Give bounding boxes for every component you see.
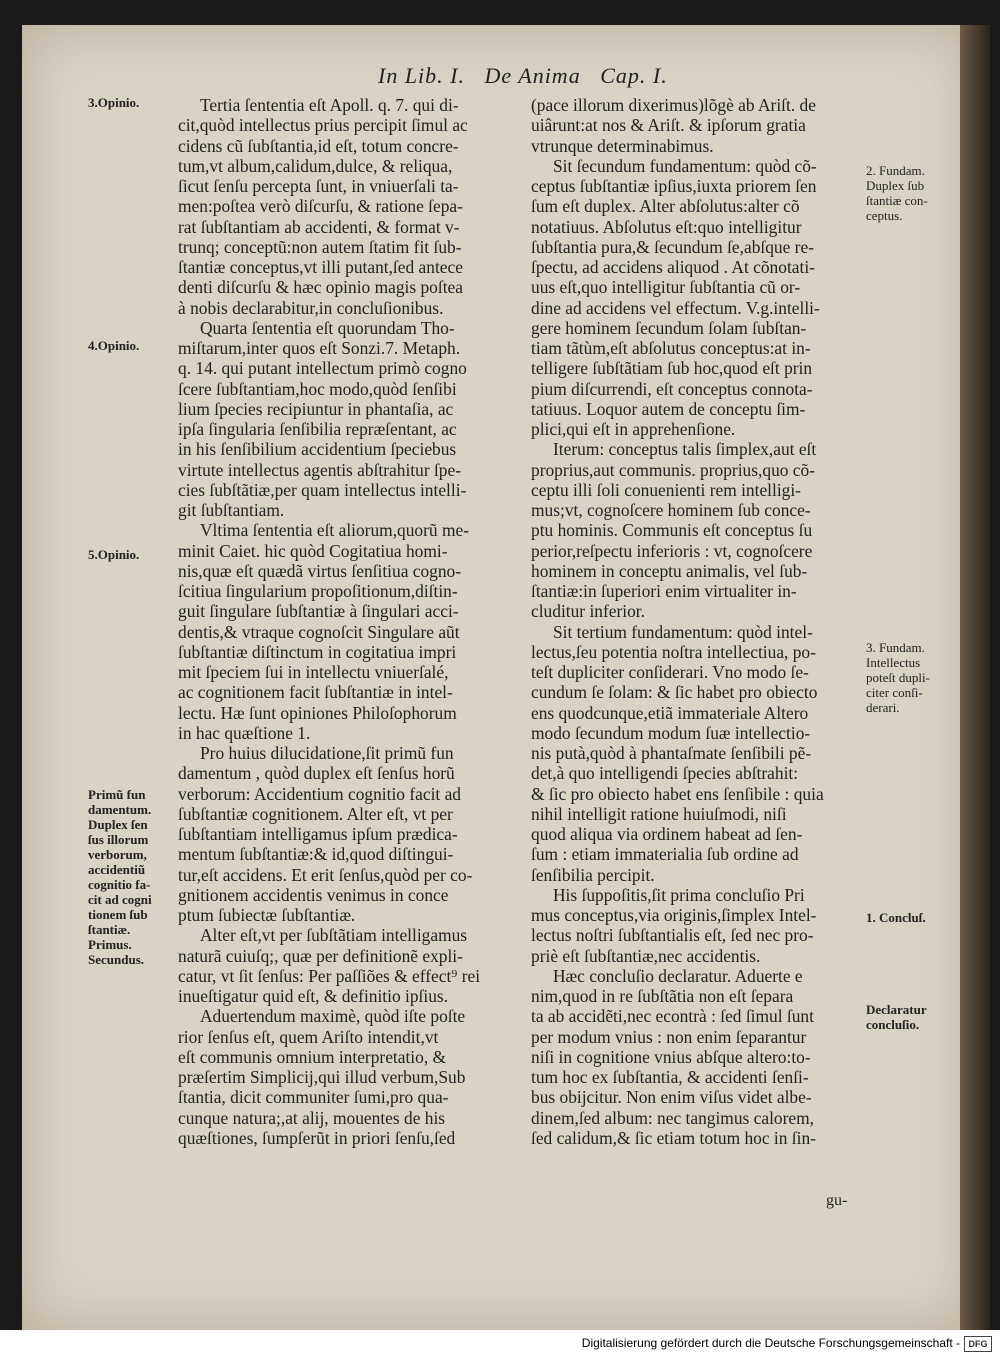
margin-note-line: ſtantiæ con- [866, 193, 928, 208]
text-line: cundum ſe ſolam: & ſic habet pro obiecto [531, 682, 818, 703]
margin-note-opinio-4: 4.Opinio. [88, 338, 140, 353]
margin-note-line: ceptus. [866, 208, 903, 223]
margin-note-line: Primũ fun [88, 787, 146, 802]
text-line: ſtantiæ conceptus,vt illi putant,ſed antece [178, 257, 463, 277]
text-line: tur,eſt accidens. Et erit ſenſus,quòd per co- [178, 864, 473, 885]
text-line: ſicut ſenſu percepta ſunt, in vniuerſali ta- [178, 176, 459, 196]
margin-note-fundamentum-3 [866, 640, 930, 715]
margin-note-line: Secundus. [88, 952, 144, 967]
text-line: lectus,ſeu potentia noſtra intellectiua, po- [531, 641, 816, 662]
left-text-column [178, 95, 513, 1148]
catchword: gu- [826, 1192, 848, 1209]
text-line: det,à quo intelligendi ſpecies abſtrahit: [531, 763, 799, 784]
text-line: tum,vt album,calidum,dulce, & reliqua, [178, 155, 453, 176]
text-line: quæſtiones, ſumpſerũt in priori ſenſu,ſed [178, 1127, 456, 1148]
text-line: q. 14. qui putant intellectum primò cogno [178, 358, 467, 379]
text-line: modo ſecundum modum ſuæ intellectio- [531, 722, 811, 743]
text-line: nihil intelligit ratione huiuſmodi, niſi [531, 803, 787, 824]
margin-note-declaratur [866, 1002, 927, 1032]
text-line: mit ſpeciem ſui in intellectu vniuerſalé, [178, 662, 449, 682]
text-line: tiam tãtùm,eſt abſolutus conceptus:at in- [531, 338, 811, 358]
text-line: Sit tertium fundamentum: quòd intel- [553, 621, 813, 642]
text-line: ptum ſubiectæ ſubſtantiæ. [178, 905, 356, 925]
text-line: ac cognitionem facit ſubſtantiæ in intel- [178, 682, 453, 703]
text-line: dine ad accidens vel effectum. V.g.intelli- [531, 297, 820, 318]
text-line: naturã cuiuſq;, quæ per definitionẽ expli- [178, 945, 463, 966]
text-line: vtrunque determinabimus. [531, 135, 714, 156]
footer-bar [0, 1330, 1000, 1358]
text-line: cit,quòd intellectus prius percipit ſimul ac [178, 115, 468, 136]
text-line: lectus noſtri ſubſtantialis eſt, ſed nec pro- [531, 925, 814, 946]
text-line: mentum ſubſtantiæ:& id,quod diſtingui- [178, 844, 454, 865]
text-line: rat ſubſtantiam ab accidenti, & format v- [178, 216, 460, 237]
text-line: ſed calidum,& ſic etiam totum hoc in ſin- [531, 1127, 816, 1148]
text-line: Sit ſecundum fundamentum: quòd cõ- [553, 155, 817, 176]
text-line: proprius,aut communis. proprius,quo cõ- [531, 459, 816, 480]
text-line: Pro huius dilucidatione,ſit primũ fun [200, 743, 454, 763]
text-line: perior,reſpectu inferioris : vt, cognoſcere [531, 540, 813, 561]
text-line: damentum , quòd duplex eſt ſenſus horũ [178, 763, 455, 784]
text-line: in hac quæſtione 1. [178, 722, 311, 743]
text-line: git ſubſtantiam. [178, 500, 285, 520]
text-line: nis putà,quòd à phantaſmate ſenſibili pẽ- [531, 743, 812, 763]
text-line: notatiuus. Abſolutus eſt:quo intelligitur [531, 216, 802, 237]
text-line: in his ſenſibilium accidentium ſpeciebus [178, 439, 457, 460]
text-line: eſt communis omnium interpretatio, & [178, 1046, 447, 1067]
text-line: teſt dupliciter conſiderari. Vno modo ſe- [531, 662, 809, 682]
text-line: bus obijcitur. Non enim viſus videt albe- [531, 1087, 812, 1108]
footer-credit: Digitalisierung gefördert durch die Deutsche Forschungsgemeinschaft - [581, 1336, 960, 1350]
text-line: ipſa ſingularia ſenſibilia repræſentant, ac [178, 419, 457, 439]
margin-note-primum-fundamentum [88, 787, 152, 967]
margin-note-line: poteſt dupli- [866, 670, 930, 685]
text-line: Alter eſt,vt per ſubſtãtiam intelligamus [200, 925, 468, 946]
text-line: per modum vnius : non enim ſeparantur [531, 1026, 807, 1047]
text-line: Iterum: conceptus talis ſimplex,aut eſt [553, 439, 817, 460]
text-line: ſubſtantia pura,& ſecundum ſe,abſque re- [531, 236, 814, 257]
text-line: ceptu illi ſoli conuenienti rem intelligi- [531, 479, 801, 500]
text-line: quod aliqua via ordinem habeat ad ſen- [531, 824, 803, 844]
margin-note-line: concluſio. [866, 1017, 920, 1032]
margin-note-opinio-3: 3.Opinio. [88, 95, 140, 110]
margin-note-line: Declaratur [866, 1002, 927, 1017]
text-line: nis,quæ eſt quædã virtus ſenſitiua cogno- [178, 560, 462, 581]
page-edge-shadow [960, 25, 990, 1330]
text-line: cluditur inferior. [531, 601, 645, 622]
margin-note-line: 3. Fundam. [866, 640, 925, 655]
text-line: denti diſcurſu & hæc opinio magis poſtea [178, 277, 463, 298]
margin-note-line: Primus. [88, 937, 132, 952]
margin-note-line: Duplex ſen [88, 817, 148, 832]
text-line: pium diſcurrendi, eſt conceptus connota- [531, 378, 813, 399]
text-line: ſcere ſubſtantiam,hoc modo,quòd ſenſibi [178, 378, 457, 399]
margin-note-line: Duplex ſub [866, 178, 925, 193]
text-line: cidens cũ ſubſtantia,id eſt, totum concre- [178, 135, 459, 156]
text-line: miſtarum,inter quos eſt Sonzi.7. Metaph. [178, 338, 461, 358]
text-line: & ſic pro obiecto habet ens ſenſibile : quia [531, 783, 824, 804]
margin-note-line: verborum, [88, 847, 147, 862]
margin-note-line: cit ad cogni [88, 892, 152, 907]
text-line: ptu hominis. Communis eſt conceptus ſu [531, 520, 813, 541]
text-line: dinem,ſed album: nec tangimus calorem, [531, 1107, 814, 1128]
text-line: men:poſtea verò diſcurſu, & ratione ſepa- [178, 196, 463, 217]
text-line: ſum eſt duplex. Alter abſolutus:alter cõ [531, 196, 800, 217]
text-line: ſcitiua ſingularium propoſitionum,diſtin- [178, 581, 458, 601]
text-line: Aduertendum maximè, quòd iſte poſte [200, 1006, 466, 1027]
text-line: cunque natura;,at alij, mouentes de his [178, 1107, 446, 1128]
text-line: His ſuppoſitis,ſit prima concluſio Pri [553, 884, 805, 905]
margin-note-line: accidentiũ [88, 862, 146, 877]
margin-note-line: cognitio fa- [88, 877, 151, 892]
margin-note-line: tionem ſub [88, 907, 148, 922]
text-line: ſtantiæ:in ſuperiori enim virtualiter in- [531, 581, 797, 601]
text-line: guit ſingulare ſubſtantiæ à ſingulari acci- [178, 601, 459, 622]
text-line: præſertim Simplicij,qui illud verbum,Sub [178, 1067, 466, 1087]
text-line: gnitionem accidentis venimus in conce [178, 884, 449, 905]
text-line: ſpectu, ad accidens aliquod . At cõnotati- [531, 257, 815, 277]
margin-note-conclusio-1: 1. Concluſ. [866, 910, 926, 925]
dfg-logo: DFG [964, 1336, 992, 1352]
text-line: nim,quod in re ſubſtãtia non eſt ſepara [531, 986, 794, 1006]
text-line: uiârunt:at nos & Ariſt. & ipſorum gratia [531, 115, 806, 136]
margin-note-line: ſus illorum [88, 832, 149, 847]
text-line: à nobis declarabitur,in concluſionibus. [178, 297, 444, 318]
text-line: minit Caiet. hic quòd Cogitatiua homi- [178, 540, 448, 561]
text-line: ſubſtantiæ cognitionem. Alter eſt, vt per [178, 803, 453, 824]
text-line: tum hoc ex ſubſtantia, & accidenti ſenſi- [531, 1067, 809, 1087]
text-line: ſtantia, dicit communiter ſumi,pro qua- [178, 1087, 449, 1108]
text-line: lium ſpecies recipiuntur in phantaſia, ac [178, 398, 454, 419]
margin-note-line: ſtantiæ. [88, 922, 131, 937]
margin-note-fundamentum-2 [866, 163, 928, 223]
text-line: inueſtigatur quid eſt, & definitio ipſius. [178, 986, 449, 1006]
text-line: plici,qui eſt in apprehenſione. [531, 419, 736, 439]
text-line: ta ab accidẽti,nec econtrà : ſed ſimul ſunt [531, 1006, 814, 1027]
text-line: verborum: Accidentium cognitio facit ad [178, 783, 461, 804]
text-line: ſum : etiam immaterialia ſub ordine ad [531, 844, 799, 865]
right-text-column [531, 95, 863, 1148]
text-line: lectu. Hæ ſunt opiniones Philoſophorum [178, 702, 457, 723]
text-line: trunq; conceptũ:non autem ſtatim fit ſub- [178, 236, 462, 257]
margin-note-line: derari. [866, 700, 900, 715]
text-line: Quarta ſententia eſt quorundam Tho- [200, 317, 455, 338]
text-line: virtute intellectus agentis abſtrahitur ſpe- [178, 459, 461, 480]
text-line: cies ſubſtãtiæ,per quam intellectus intelli- [178, 479, 467, 500]
margin-note-line: Intellectus [866, 655, 921, 670]
running-header: In Lib. I. De Anima Cap. I. [378, 63, 668, 88]
text-line: Vltima ſententia eſt aliorum,quorũ me- [200, 520, 469, 541]
margin-note-opinio-5: 5.Opinio. [88, 547, 140, 562]
text-line: dentis,& vtraque cognoſcit Singulare aũt [178, 621, 460, 642]
margin-note-line: 2. Fundam. [866, 163, 925, 178]
text-line: ceptus ſubſtantiæ ipſius,iuxta priorem ſen [531, 176, 817, 196]
text-line: ens quodcunque,etiã immateriale Altero [531, 702, 809, 723]
text-line: ſubſtantiam intelligamus ipſum prædica- [178, 824, 458, 844]
margin-note-line: citer conſi- [866, 685, 923, 700]
text-line: rior ſenſus eſt, quem Ariſto intendit,vt [178, 1026, 439, 1047]
text-line: telligere ſubſtãtiam ſub hoc,quod eſt prin [531, 358, 813, 379]
text-line: niſi in cognitione vnius abſque altero:to- [531, 1046, 811, 1067]
text-line: priè eſt ſubſtantiæ,nec accidentis. [531, 945, 761, 966]
text-line: uus eſt,quo intelligitur ſubſtantia cũ or- [531, 277, 801, 298]
text-line: catur, vt ſit ſenſus: Per paſſiões & effect⁹ rei [178, 965, 481, 986]
text-line: Tertia ſententia eſt Apoll. q. 7. qui di- [200, 95, 459, 115]
text-line: ſenſibilia percipit. [531, 864, 655, 885]
text-line: Hæc concluſio declaratur. Aduerte e [553, 965, 803, 986]
text-line: (pace illorum dixerimus)lõgè ab Ariſt. de [531, 95, 816, 115]
text-line: ſubſtantiæ diſtinctum in cogitatiua impri [178, 641, 457, 662]
text-line: mus conceptus,via originis,ſimplex Intel- [531, 905, 817, 925]
text-line: mus;vt, cognoſcere hominem ſub conce- [531, 500, 811, 520]
text-line: gere hominem ſecundum ſolam ſubſtan- [531, 317, 807, 338]
text-line: hominem in conceptu animalis, vel ſub- [531, 560, 808, 581]
margin-note-line: damentum. [88, 802, 152, 817]
text-line: tatiuus. Loquor autem de conceptu ſim- [531, 398, 806, 419]
